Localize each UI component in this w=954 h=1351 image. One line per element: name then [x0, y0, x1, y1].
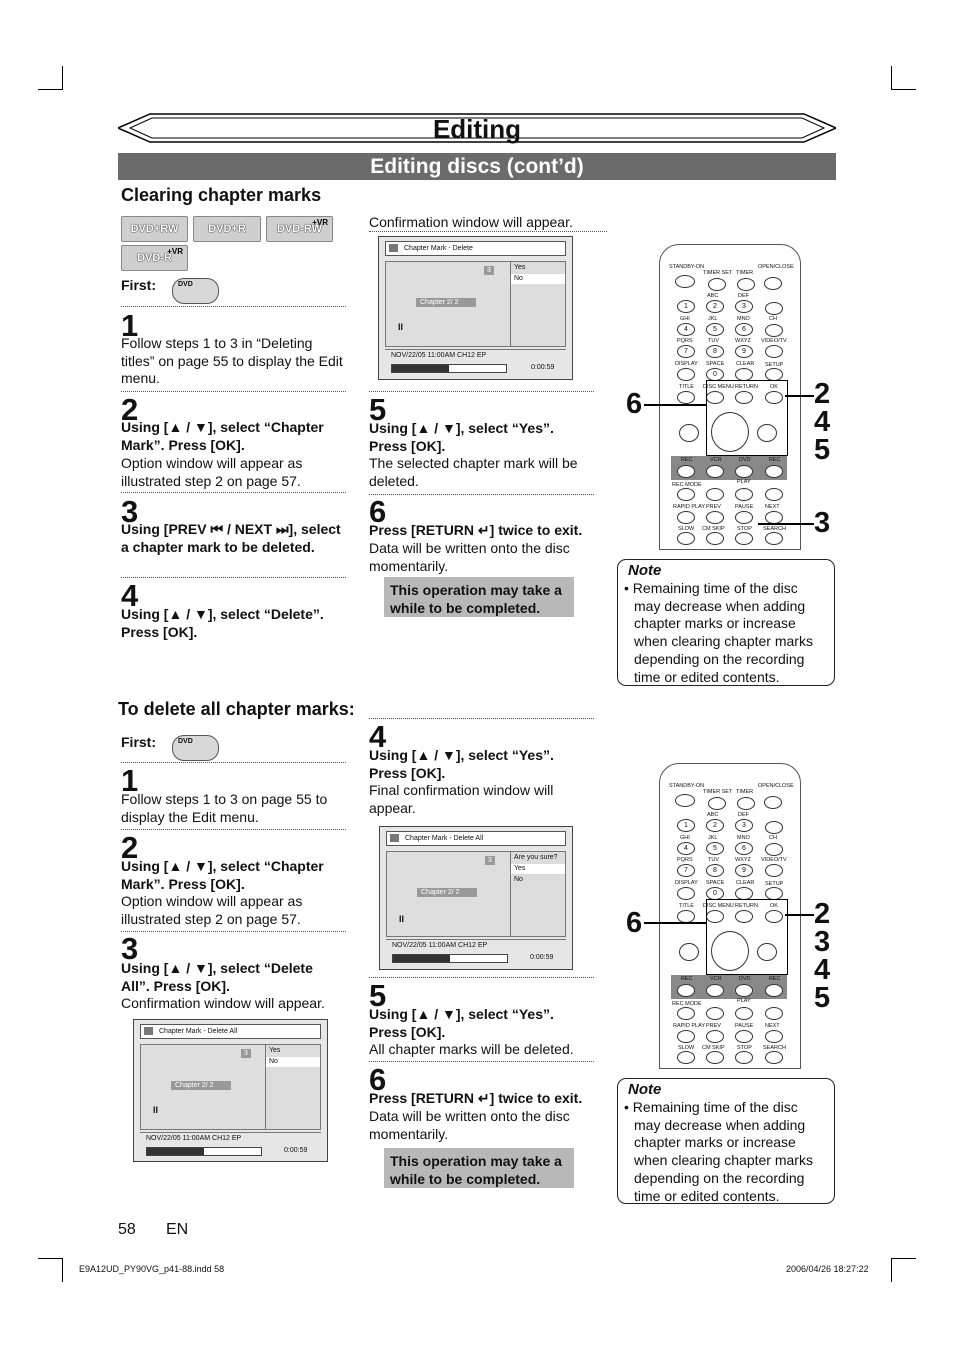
divider [121, 829, 346, 830]
remote-label: SETUP [765, 881, 784, 887]
remote-label: STOP [737, 526, 752, 532]
status-line: NOV/22/05 11:00AM CH12 EP [385, 349, 566, 361]
divider [121, 391, 346, 392]
number-3-button[interactable]: 3 [735, 300, 753, 313]
power-button[interactable] [675, 275, 695, 288]
dvd-rec-button[interactable] [765, 465, 783, 478]
note-title: Note [628, 562, 662, 579]
remote-label: DISC MENU [703, 384, 734, 390]
display-button[interactable] [677, 887, 695, 900]
remote-label: TIMER [736, 789, 754, 795]
remote-label: DEF [738, 293, 749, 299]
pause-icon: II [399, 914, 405, 924]
title-number: 3 [484, 266, 494, 275]
rec-button[interactable] [677, 984, 695, 997]
dvd-r-vr-icon: +VR DVD-R [121, 245, 188, 271]
note-box [617, 559, 835, 686]
remote-label: RETURN [735, 903, 758, 909]
fast-forward-button[interactable] [765, 488, 783, 501]
remote-label: REC [769, 457, 781, 463]
remote-label: REC [681, 457, 693, 463]
search-button[interactable] [765, 532, 783, 545]
callout-box [706, 899, 788, 975]
window-header: Chapter Mark - Delete All [140, 1024, 321, 1039]
remote-label: PQRS [677, 338, 693, 344]
chapter-indicator: Chapter 2/ 2 [416, 298, 476, 307]
options-panel [265, 1045, 320, 1129]
stop-button[interactable] [735, 532, 753, 545]
remote-label: SPACE [706, 880, 725, 886]
pause-icon: II [398, 322, 404, 332]
remote-label: PLAY [737, 479, 751, 485]
cm-skip-button[interactable] [706, 1051, 724, 1064]
remote-label: ABC [707, 812, 719, 818]
step-number: 6 [369, 494, 387, 529]
remote-label: VCR [710, 976, 722, 982]
step-number: 6 [369, 1062, 387, 1097]
remote-label: DISPLAY [675, 880, 698, 886]
rec-mode-button[interactable] [677, 488, 695, 501]
number-8-button[interactable]: 8 [706, 345, 724, 358]
remote-label: PREV [706, 504, 721, 510]
number-5-button[interactable]: 5 [706, 842, 724, 855]
remote-label: NEXT [765, 504, 780, 510]
video-tv-button[interactable] [765, 864, 783, 877]
remote-label: CM SKIP [702, 1045, 725, 1051]
remote-label: STANDBY-ON [669, 783, 705, 789]
callout-number: 2 3 4 5 [814, 898, 831, 1014]
callout-number: 6 [626, 907, 643, 939]
step-text: Confirmation window will appear. [369, 214, 573, 230]
remote-label: JKL [708, 835, 718, 841]
divider [121, 492, 346, 493]
crop-mark [891, 89, 916, 90]
divider [121, 306, 346, 307]
remote-label: PLAY [737, 998, 751, 1004]
divider [121, 577, 346, 578]
rapid-play-button[interactable] [677, 511, 695, 524]
title-number: 3 [485, 856, 495, 865]
section-banner: Editing discs (cont’d) [118, 153, 836, 180]
note-box [617, 1078, 835, 1204]
dvd-rw-vr-icon: +VR DVD-RW [266, 216, 333, 242]
timer-set-button[interactable] [708, 278, 726, 291]
callout-number: 2 4 5 [814, 378, 831, 466]
remote-label: ABC [707, 293, 719, 299]
play-button[interactable] [735, 1007, 753, 1020]
dvd-disc-icon: DVD [172, 278, 219, 304]
remote-label: PAUSE [735, 1023, 754, 1029]
rewind-button[interactable] [706, 488, 724, 501]
open-close-button[interactable] [764, 796, 782, 809]
divider [121, 931, 346, 932]
remote-label: STOP [737, 1045, 752, 1051]
number-7-button[interactable]: 7 [677, 345, 695, 358]
step-text: Option window will appear as illustrated step 2 on page 57. [121, 893, 303, 927]
step-number: 2 [121, 392, 139, 427]
remote-label: RETURN [735, 384, 758, 390]
remote-label: CH [769, 316, 777, 322]
crop-mark [38, 1258, 63, 1259]
remote-label: RAPID PLAY [673, 1023, 705, 1029]
divider [369, 718, 594, 719]
channel-down-button[interactable] [765, 843, 783, 856]
step-number: 3 [121, 931, 139, 966]
step-number: 2 [121, 830, 139, 865]
remote-label: VCR [710, 457, 722, 463]
rapid-play-button[interactable] [677, 1030, 695, 1043]
step-text: Data will be written onto the disc momentarily. [369, 540, 570, 574]
note-body: • Remaining time of the disc may decrease when adding chapter marks or increase when clearing chapter marks depending on the recording time or edited contents. [624, 1099, 813, 1204]
menu-icon [144, 1027, 153, 1035]
step-text: Follow steps 1 to 3 in “Deleting titles” on page 55 to display the Edit menu. [121, 335, 343, 386]
file-info: E9A12UD_PY90VG_p41-88.indd 58 [79, 1264, 225, 1274]
step-text: Follow steps 1 to 3 on page 55 to display the Edit menu. [121, 791, 328, 825]
remote-label: TUV [708, 338, 719, 344]
pause-icon: II [153, 1105, 159, 1115]
step-number: 1 [121, 763, 139, 798]
remote-label: CH [769, 835, 777, 841]
remote-label: OPEN/CLOSE [758, 264, 794, 270]
crop-mark [38, 89, 63, 90]
progress-bar [146, 1147, 262, 1156]
remote-label: GHI [680, 316, 690, 322]
callout-line [644, 922, 706, 924]
rec-button[interactable] [677, 465, 695, 478]
remote-label: SEARCH [763, 526, 786, 532]
left-arrow-button[interactable] [679, 424, 699, 442]
time-readout: 0:00:59 [531, 364, 555, 371]
window-header: Chapter Mark - Delete [385, 241, 566, 256]
timer-button[interactable] [737, 278, 755, 291]
remote-label: REC MODE [672, 482, 702, 488]
number-1-button[interactable]: 1 [677, 300, 695, 313]
remote-label: CLEAR [736, 880, 755, 886]
dvd-disc-icon: DVD [172, 735, 219, 761]
remote-label: RAPID PLAY [673, 504, 705, 510]
display-button[interactable] [677, 368, 695, 381]
note-title: Note [628, 1081, 662, 1098]
options-panel [510, 852, 565, 936]
section-heading: Clearing chapter marks [121, 185, 322, 205]
option-no[interactable]: No [514, 876, 523, 883]
remote-label: NEXT [765, 1023, 780, 1029]
step-instruction: Using [PREV ⏮ / NEXT ⏭], select a chapter mark to be deleted. [121, 521, 341, 555]
confirmation-window [379, 826, 573, 970]
number-2-button[interactable]: 2 [706, 300, 724, 313]
step-instruction: Press [RETURN ↵] twice to exit. [369, 1090, 583, 1106]
menu-icon [390, 834, 399, 842]
step-text: Confirmation window will appear. [121, 995, 325, 1011]
number-9-button[interactable]: 9 [735, 864, 753, 877]
callout-line [644, 404, 706, 406]
remote-label: TIMER [736, 270, 754, 276]
number-2-button[interactable]: 2 [706, 819, 724, 832]
remote-label: PQRS [677, 857, 693, 863]
power-button[interactable] [675, 794, 695, 807]
print-date: 2006/04/26 18:27:22 [786, 1264, 869, 1274]
remote-label: REC [681, 976, 693, 982]
callout-line [785, 914, 814, 916]
title-number: 3 [241, 1049, 251, 1058]
step-number: 4 [121, 578, 139, 613]
step-number: 1 [121, 308, 139, 343]
callout-number: 6 [626, 388, 643, 420]
remote-label: TIMER SET [703, 789, 733, 795]
remote-label: TIMER SET [703, 270, 733, 276]
remote-label: VIDEO/TV [761, 338, 787, 344]
play-button[interactable] [735, 488, 753, 501]
step-text: All chapter marks will be deleted. [369, 1041, 574, 1057]
number-4-button[interactable]: 4 [677, 842, 695, 855]
remote-label: OK [770, 903, 778, 909]
first-label: First: [121, 277, 156, 293]
search-button[interactable] [765, 1051, 783, 1064]
remote-label: DVD [739, 976, 751, 982]
step-instruction: Using [▲ / ▼], select “Delete All”. Press [OK]. [121, 960, 313, 994]
remote-label: CM SKIP [702, 526, 725, 532]
progress-bar [391, 364, 507, 373]
stop-button[interactable] [735, 1051, 753, 1064]
dvd-rec-button[interactable] [765, 984, 783, 997]
crop-mark [891, 1258, 892, 1282]
left-arrow-button[interactable] [679, 943, 699, 961]
step-instruction: Using [▲ / ▼], select “Delete”. Press [OK]. [121, 606, 324, 640]
vcr-button[interactable] [706, 465, 724, 478]
rec-mode-button[interactable] [677, 1007, 695, 1020]
number-8-button[interactable]: 8 [706, 864, 724, 877]
remote-label: SEARCH [763, 1045, 786, 1051]
step-text: Option window will appear as illustrated step 2 on page 57. [121, 455, 303, 489]
step-text: Data will be written onto the disc momentarily. [369, 1108, 570, 1142]
step-number: 3 [121, 494, 139, 529]
remote-label: STANDBY-ON [669, 264, 705, 270]
number-6-button[interactable]: 6 [735, 323, 753, 336]
step-number: 4 [369, 719, 387, 754]
step-text: The selected chapter mark will be deleted. [369, 455, 578, 489]
remote-label: REC MODE [672, 1001, 702, 1007]
page-title: Editing [432, 114, 522, 144]
dvd-button[interactable] [735, 984, 753, 997]
timer-button[interactable] [737, 797, 755, 810]
number-0-button[interactable]: 0 [706, 887, 724, 900]
pause-button[interactable] [735, 1030, 753, 1043]
dvd-plus-rw-icon: DVD+RW [121, 216, 188, 242]
remote-label: DVD [739, 457, 751, 463]
number-6-button[interactable]: 6 [735, 842, 753, 855]
prev-button[interactable] [706, 1030, 724, 1043]
section-heading: To delete all chapter marks: [118, 699, 355, 719]
status-line: NOV/22/05 11:00AM CH12 EP [140, 1132, 321, 1144]
number-7-button[interactable]: 7 [677, 864, 695, 877]
remote-label: WXYZ [735, 857, 751, 863]
note-body: • Remaining time of the disc may decrease when adding chapter marks or increase when clearing chapter marks depending on the recording time or edited contents. [624, 580, 813, 685]
step-instruction: Using [▲ / ▼], select “Yes”. Press [OK]. [369, 747, 554, 781]
rewind-button[interactable] [706, 1007, 724, 1020]
title-button[interactable] [677, 391, 695, 404]
cm-skip-button[interactable] [706, 532, 724, 545]
divider [369, 231, 607, 232]
divider [369, 1061, 594, 1062]
number-4-button[interactable]: 4 [677, 323, 695, 336]
window-body [140, 1044, 321, 1130]
remote-label: WXYZ [735, 338, 751, 344]
first-label: First: [121, 734, 156, 750]
remote-label: TITLE [679, 903, 694, 909]
language-tag: EN [166, 1221, 189, 1238]
slow-button[interactable] [677, 1051, 695, 1064]
number-9-button[interactable]: 9 [735, 345, 753, 358]
confirmation-window [378, 236, 573, 380]
channel-up-button[interactable] [765, 302, 783, 315]
video-tv-button[interactable] [765, 345, 783, 358]
step-number: 5 [369, 392, 387, 427]
chapter-indicator: Chapter 2/ 2 [171, 1081, 231, 1090]
remote-label: MNO [737, 835, 750, 841]
remote-label: SLOW [678, 526, 695, 532]
channel-down-button[interactable] [765, 324, 783, 337]
step-number: 5 [369, 978, 387, 1013]
remote-label: DISPLAY [675, 361, 698, 367]
callout-number: 3 [814, 507, 831, 539]
menu-icon [389, 244, 398, 252]
info-box: This operation may take a while to be completed. [384, 1148, 574, 1188]
crop-mark [62, 66, 63, 90]
number-3-button[interactable]: 3 [735, 819, 753, 832]
fast-forward-button[interactable] [765, 1007, 783, 1020]
step-instruction: Press [RETURN ↵] twice to exit. [369, 522, 583, 538]
remote-label: JKL [708, 316, 718, 322]
callout-line [785, 395, 814, 397]
window-body [385, 261, 566, 347]
status-line: NOV/22/05 11:00AM CH12 EP [386, 939, 566, 951]
window-header: Chapter Mark - Delete All [386, 831, 566, 846]
crop-mark [62, 1258, 63, 1282]
option-yes[interactable]: Yes [511, 864, 565, 874]
dvd-plus-r-icon: DVD+R [193, 216, 261, 242]
channel-up-button[interactable] [765, 821, 783, 834]
remote-label: SPACE [706, 361, 725, 367]
time-readout: 0:00:59 [530, 954, 554, 961]
step-instruction: Using [▲ / ▼], select “Yes”. Press [OK]. [369, 420, 554, 454]
remote-label: DISC MENU [703, 903, 734, 909]
next-button[interactable] [765, 1030, 783, 1043]
remote-label: OK [770, 384, 778, 390]
option-no[interactable]: No [266, 1057, 320, 1067]
step-instruction: Using [▲ / ▼], select “Chapter Mark”. Press [OK]. [121, 419, 324, 453]
crop-mark [891, 66, 892, 90]
remote-label: TITLE [679, 384, 694, 390]
divider [369, 391, 594, 392]
remote-label: SETUP [765, 362, 784, 368]
page-number: 58 [118, 1221, 136, 1238]
options-panel [510, 262, 565, 346]
window-body [386, 851, 566, 937]
remote-label: PAUSE [735, 504, 754, 510]
callout-box [706, 380, 788, 456]
option-yes[interactable]: Yes [514, 264, 526, 271]
pause-button[interactable] [735, 511, 753, 524]
dvd-button[interactable] [735, 465, 753, 478]
option-yes[interactable]: Yes [269, 1047, 281, 1054]
remote-label: TUV [708, 857, 719, 863]
open-close-button[interactable] [764, 277, 782, 290]
option-no[interactable]: No [511, 274, 565, 284]
divider [369, 977, 594, 978]
chapter-indicator: Chapter 2/ 2 [417, 888, 477, 897]
step-instruction: Using [▲ / ▼], select “Chapter Mark”. Press [OK]. [121, 858, 324, 892]
remote-label: PREV [706, 1023, 721, 1029]
prev-button[interactable] [706, 511, 724, 524]
remote-label: CLEAR [736, 361, 755, 367]
vcr-button[interactable] [706, 984, 724, 997]
step-text: Final confirmation window will appear. [369, 782, 554, 816]
slow-button[interactable] [677, 532, 695, 545]
callout-line [758, 523, 814, 525]
dialog-question: Are you sure? [514, 854, 558, 861]
number-0-button[interactable]: 0 [706, 368, 724, 381]
step-instruction: Using [▲ / ▼], select “Yes”. Press [OK]. [369, 1006, 554, 1040]
remote-label: OPEN/CLOSE [758, 783, 794, 789]
divider [369, 494, 594, 495]
remote-label: SLOW [678, 1045, 695, 1051]
remote-label: DEF [738, 812, 749, 818]
divider [121, 762, 346, 763]
timer-set-button[interactable] [708, 797, 726, 810]
confirmation-window [133, 1019, 328, 1162]
remote-label: GHI [680, 835, 690, 841]
number-1-button[interactable]: 1 [677, 819, 695, 832]
number-5-button[interactable]: 5 [706, 323, 724, 336]
time-readout: 0:00:59 [284, 1147, 308, 1154]
info-box: This operation may take a while to be completed. [384, 577, 574, 617]
remote-label: REC [769, 976, 781, 982]
remote-label: VIDEO/TV [761, 857, 787, 863]
progress-bar [392, 954, 508, 963]
remote-label: MNO [737, 316, 750, 322]
crop-mark [891, 1258, 916, 1259]
